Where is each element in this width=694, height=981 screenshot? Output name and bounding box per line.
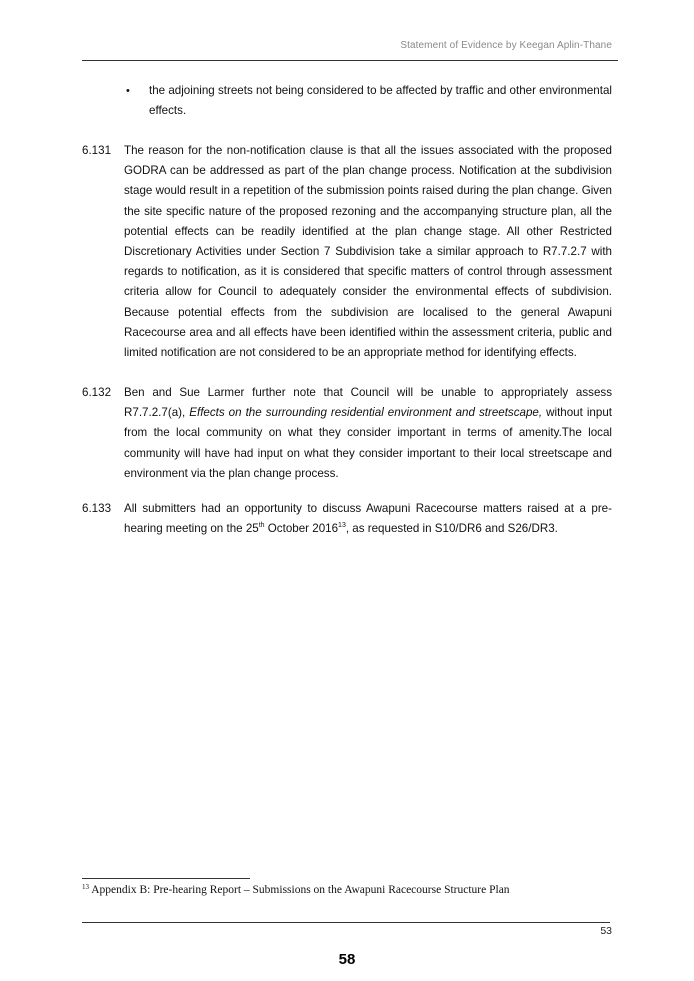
footnote bbox=[82, 882, 510, 898]
paragraph-text-part: , as requested in S10/DR6 and S26/DR3. bbox=[345, 522, 558, 536]
footnote-reference[interactable]: 13 bbox=[338, 522, 346, 530]
paragraph-text-part: Ben and Sue Larmer further note that Council will be unable to appropriately assess R7.7.2.7(a), bbox=[124, 386, 612, 420]
paragraph-text-part: without input from the local community on what they consider important in terms of amenity.The local community will have had input on what they consider important to their local streetscape and environment via the plan change process. bbox=[124, 406, 612, 480]
bullet-text: the adjoining streets not being considered to be affected by traffic and other environmental effects. bbox=[149, 84, 612, 118]
paragraph-text bbox=[124, 383, 612, 484]
paragraph-text: The reason for the non-notification clause is that all the issues associated with the proposed GODRA can be addressed as part of the plan change process. Notification at the subdivision stage would result in a repetition of the submission points raised during the plan change. Given the site specific nature of the proposed rezoning and the accompanying structure plan, all the potential effects can be readily identified at the plan change stage. All other Restricted Discretionary Activities under Section 7 Subdivision take a similar approach to R7.7.2.7 with regards to notification, as it is considered that specific matters of control through assessment criteria allow for Council to adequately consider the environmental effects of subdivision. Because potential effects from the subdivision are localised to the general Awapuni Racecourse area and all effects have been identified within the assessment criteria, public and limited notification are not considered to be an appropriate method for identifying effects. bbox=[124, 144, 612, 360]
paragraph-text bbox=[124, 499, 612, 539]
running-header: Statement of Evidence by Keegan Aplin-Thane bbox=[400, 40, 612, 51]
paragraph-6-131 bbox=[82, 141, 612, 363]
page-number: 53 bbox=[600, 925, 612, 937]
paragraph-text-part: All submitters had an opportunity to discuss Awapuni Racecourse matters raised at a pre-hearing meeting on the 25 bbox=[124, 502, 612, 536]
bundle-page-stamp: 58 bbox=[338, 951, 356, 968]
italic-criterion-title: Effects on the surrounding residential environment and streetscape, bbox=[189, 406, 543, 420]
footnote-divider bbox=[82, 878, 250, 879]
paragraph-number: 6.133 bbox=[82, 502, 112, 515]
header-divider bbox=[82, 60, 618, 61]
footer-divider bbox=[82, 922, 610, 923]
paragraph-6-133 bbox=[82, 499, 612, 539]
footnote-marker: 13 bbox=[82, 883, 89, 891]
footnote-text: Appendix B: Pre-hearing Report – Submissions on the Awapuni Racecourse Structure Plan bbox=[89, 884, 510, 896]
paragraph-6-132 bbox=[82, 383, 612, 484]
paragraph-number: 6.131 bbox=[82, 144, 112, 157]
bullet-item bbox=[126, 81, 612, 121]
paragraph-number: 6.132 bbox=[82, 386, 112, 399]
paragraph-text-part: October 2016 bbox=[264, 522, 339, 536]
ordinal-superscript: th bbox=[258, 522, 265, 530]
bullet-marker: • bbox=[126, 85, 130, 97]
